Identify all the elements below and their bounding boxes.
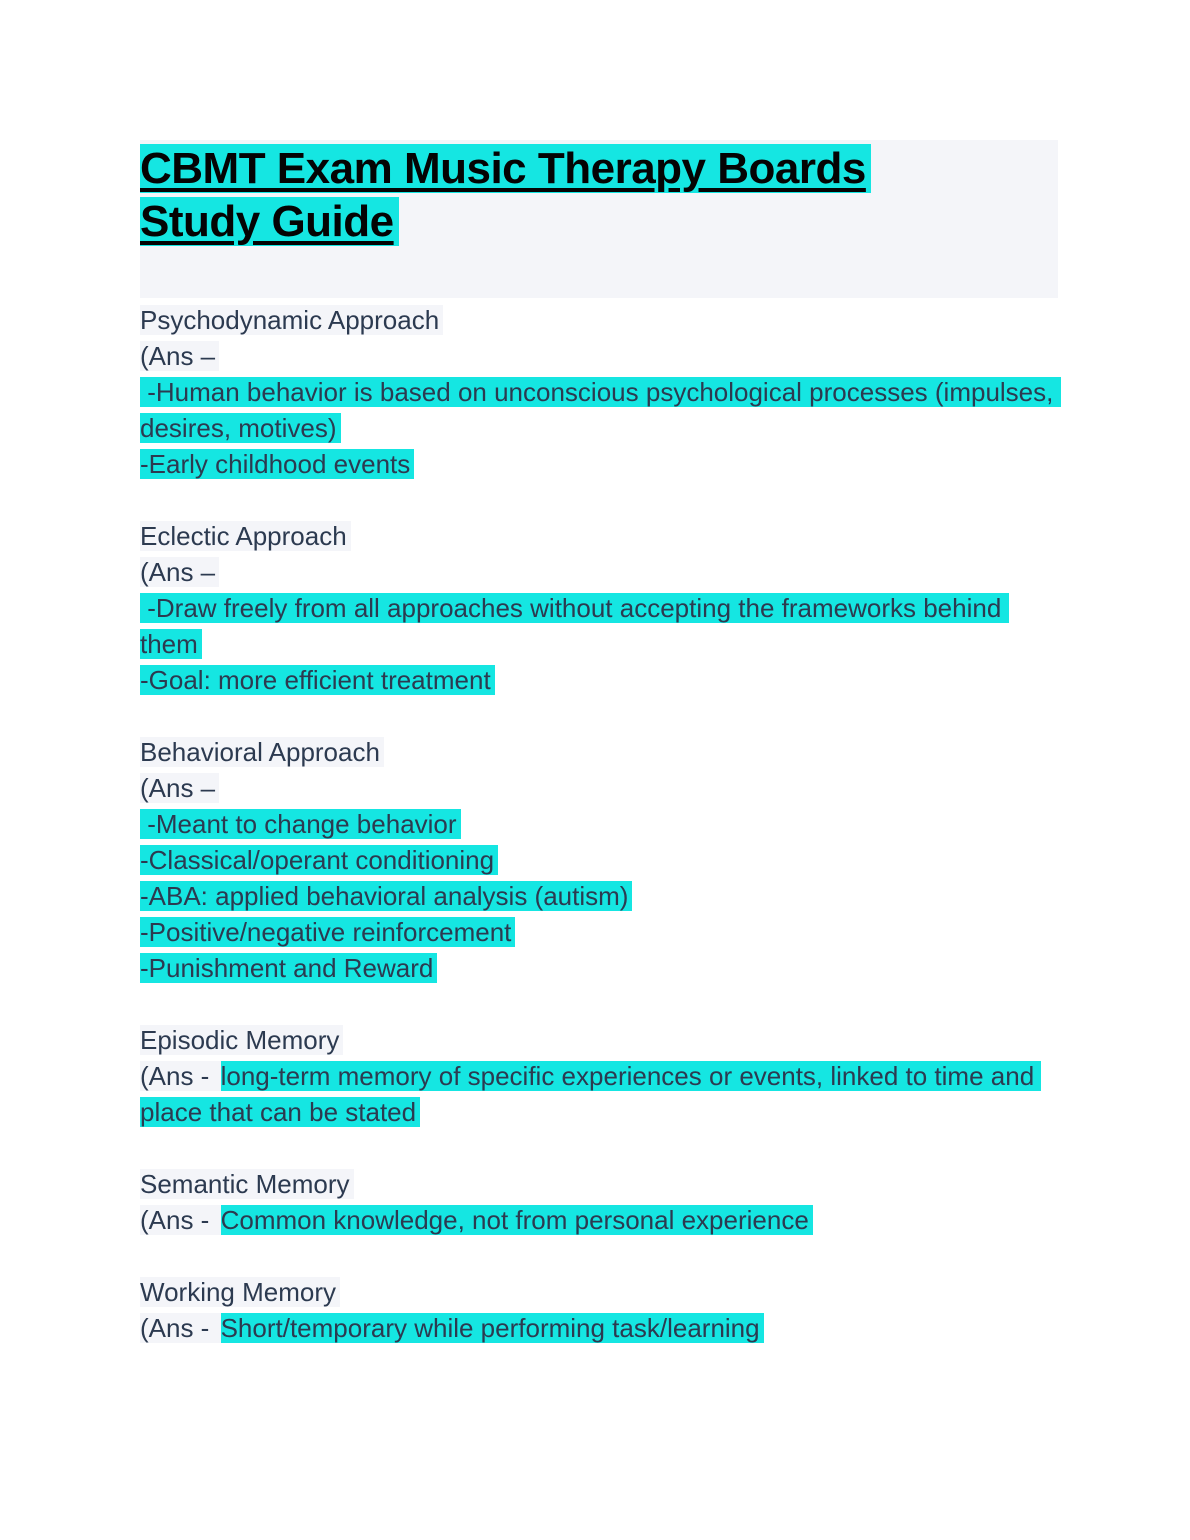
answer-line <box>140 878 1058 914</box>
answer-text: -Early childhood events <box>140 449 414 479</box>
term-line <box>140 1022 1058 1058</box>
title-line-1: CBMT Exam Music Therapy Boards <box>140 144 871 193</box>
answer-prefix: (Ans – <box>140 773 219 803</box>
term-line <box>140 1166 1058 1202</box>
term-label: Behavioral Approach <box>140 737 384 767</box>
answer-text: -Goal: more efficient treatment <box>140 665 495 695</box>
term-section-episodic-memory <box>140 1022 1058 1130</box>
answer-text: -Positive/negative reinforcement <box>140 917 515 947</box>
answer-prefix: (Ans - <box>140 1313 221 1343</box>
answer-line <box>140 806 1058 842</box>
page-title <box>140 142 1058 248</box>
answer-prefix: (Ans - <box>140 1205 221 1235</box>
term-section-working-memory <box>140 1274 1058 1346</box>
answer-line <box>140 374 1061 446</box>
answer-text: Short/temporary while performing task/learning <box>221 1313 764 1343</box>
term-label: Semantic Memory <box>140 1169 354 1199</box>
answer-line <box>140 1310 1058 1346</box>
answer-prefix-line <box>140 770 1058 806</box>
answer-text: -Classical/operant conditioning <box>140 845 498 875</box>
answer-text: -Human behavior is based on unconscious psychological processes (impulses, desires, motives) <box>140 377 1061 443</box>
answer-line <box>140 662 1058 698</box>
answer-prefix-line <box>140 338 1058 374</box>
title-line-2: Study Guide <box>140 197 399 246</box>
term-section-eclectic-approach <box>140 518 1058 698</box>
answer-text: Common knowledge, not from personal experience <box>221 1205 813 1235</box>
term-line <box>140 302 1058 338</box>
answer-text: -Draw freely from all approaches without accepting the frameworks behind them <box>140 593 1009 659</box>
answer-text: -Meant to change behavior <box>140 809 461 839</box>
term-section-semantic-memory <box>140 1166 1058 1238</box>
answer-line <box>140 446 1058 482</box>
term-section-psychodynamic-approach <box>140 302 1061 482</box>
answer-line <box>140 590 1058 662</box>
answer-line <box>140 914 1058 950</box>
answer-prefix: (Ans – <box>140 341 219 371</box>
term-line <box>140 518 1058 554</box>
term-label: Episodic Memory <box>140 1025 343 1055</box>
answer-prefix-line <box>140 554 1058 590</box>
study-guide-content <box>140 302 1061 1346</box>
answer-text: long-term memory of specific experiences or events, linked to time and place that can be stated <box>140 1061 1042 1127</box>
term-label: Psychodynamic Approach <box>140 305 443 335</box>
answer-line <box>140 842 1058 878</box>
answer-prefix: (Ans – <box>140 557 219 587</box>
answer-text: -ABA: applied behavioral analysis (autism) <box>140 881 632 911</box>
term-line <box>140 734 1058 770</box>
answer-prefix: (Ans - <box>140 1061 221 1091</box>
term-line <box>140 1274 1058 1310</box>
term-section-behavioral-approach <box>140 734 1058 986</box>
term-label: Eclectic Approach <box>140 521 351 551</box>
answer-line <box>140 1058 1058 1130</box>
answer-line <box>140 1202 1058 1238</box>
term-label: Working Memory <box>140 1277 340 1307</box>
answer-line <box>140 950 1058 986</box>
title-block <box>140 140 1058 298</box>
answer-text: -Punishment and Reward <box>140 953 437 983</box>
